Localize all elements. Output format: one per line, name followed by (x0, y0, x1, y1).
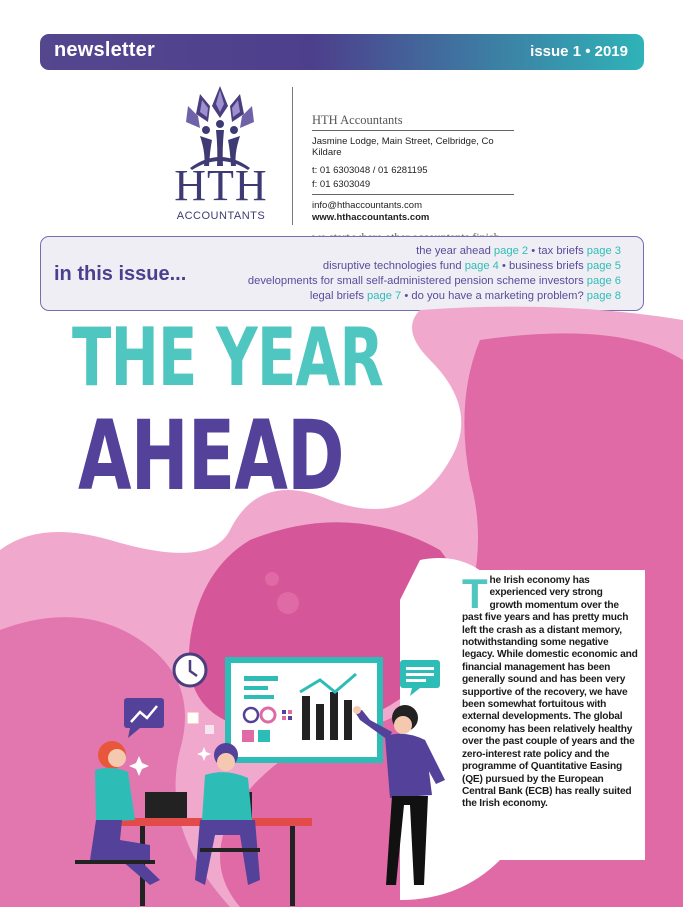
toc-label: in this issue... (54, 263, 187, 285)
issue-label: issue 1 • 2019 (530, 43, 628, 60)
toc-separator: • (502, 260, 506, 272)
company-address: Jasmine Lodge, Main Street, Celbridge, Co Kildare (312, 136, 494, 158)
contact-block (312, 113, 517, 245)
toc-item-title[interactable]: business briefs (509, 260, 584, 272)
toc-item-page[interactable]: page 3 (586, 245, 621, 257)
article-body (462, 570, 638, 811)
toc-item-title[interactable]: disruptive technologies fund (322, 260, 462, 272)
logo-subtitle: ACCOUNTANTS (176, 210, 266, 222)
newsletter-title: newsletter (54, 39, 155, 61)
header-divider (292, 87, 293, 225)
toc-separator: • (531, 245, 536, 257)
toc-item-title[interactable]: the year ahead (416, 245, 491, 257)
article-text: he Irish economy has experienced very strong growth momentum over the past five years and has pretty much left the crash as a distant memory, notwithstanding some negative legacy. While domestic economic and financial management has been generally sound and has been very supportive of the recovery, we have been somewhat fortuitous with external developments. The global economy has been relatively healthy over the past couple of years and the zero-interest rate policy and the programme of Quantitative Easing (QE) pursued by the European Central Bank (ECB) has really suited the Irish economy. (462, 575, 638, 810)
headline-line-1: THE YEAR (72, 311, 384, 404)
toc-item-title[interactable]: tax briefs (538, 245, 584, 257)
toc-item-title[interactable]: developments for small self-administered pension scheme investors (247, 275, 584, 287)
toc-item-page[interactable]: page 6 (586, 275, 621, 287)
toc-item-page[interactable]: page 8 (586, 290, 621, 302)
company-email[interactable]: info@hthaccountants.com (312, 200, 422, 211)
toc-line-2 (248, 259, 621, 274)
toc-lines (248, 244, 621, 304)
toc-item-page[interactable]: page 4 (464, 260, 499, 272)
company-name: HTH Accountants (312, 113, 514, 131)
toc-item-title[interactable]: legal briefs (309, 290, 364, 302)
article-dropcap: T (462, 570, 488, 617)
headline-line-2: AHEAD (78, 400, 344, 512)
toc-item-page[interactable]: page 7 (367, 290, 402, 302)
company-phone: t: 01 6303048 / 01 6281195 (312, 165, 428, 176)
toc-line-1 (248, 244, 621, 259)
newsletter-header-bar (40, 34, 644, 70)
toc-item-page[interactable]: page 5 (586, 260, 621, 272)
toc-line-3 (248, 274, 621, 289)
toc-item-page[interactable]: page 2 (493, 245, 529, 257)
logo-wordmark: HTH (174, 161, 268, 210)
company-website[interactable]: www.hthaccountants.com (312, 212, 430, 223)
toc-item-title[interactable]: do you have a marketing problem? (411, 290, 584, 302)
toc-separator: • (404, 290, 409, 302)
company-fax: f: 01 6303049 (312, 179, 514, 195)
